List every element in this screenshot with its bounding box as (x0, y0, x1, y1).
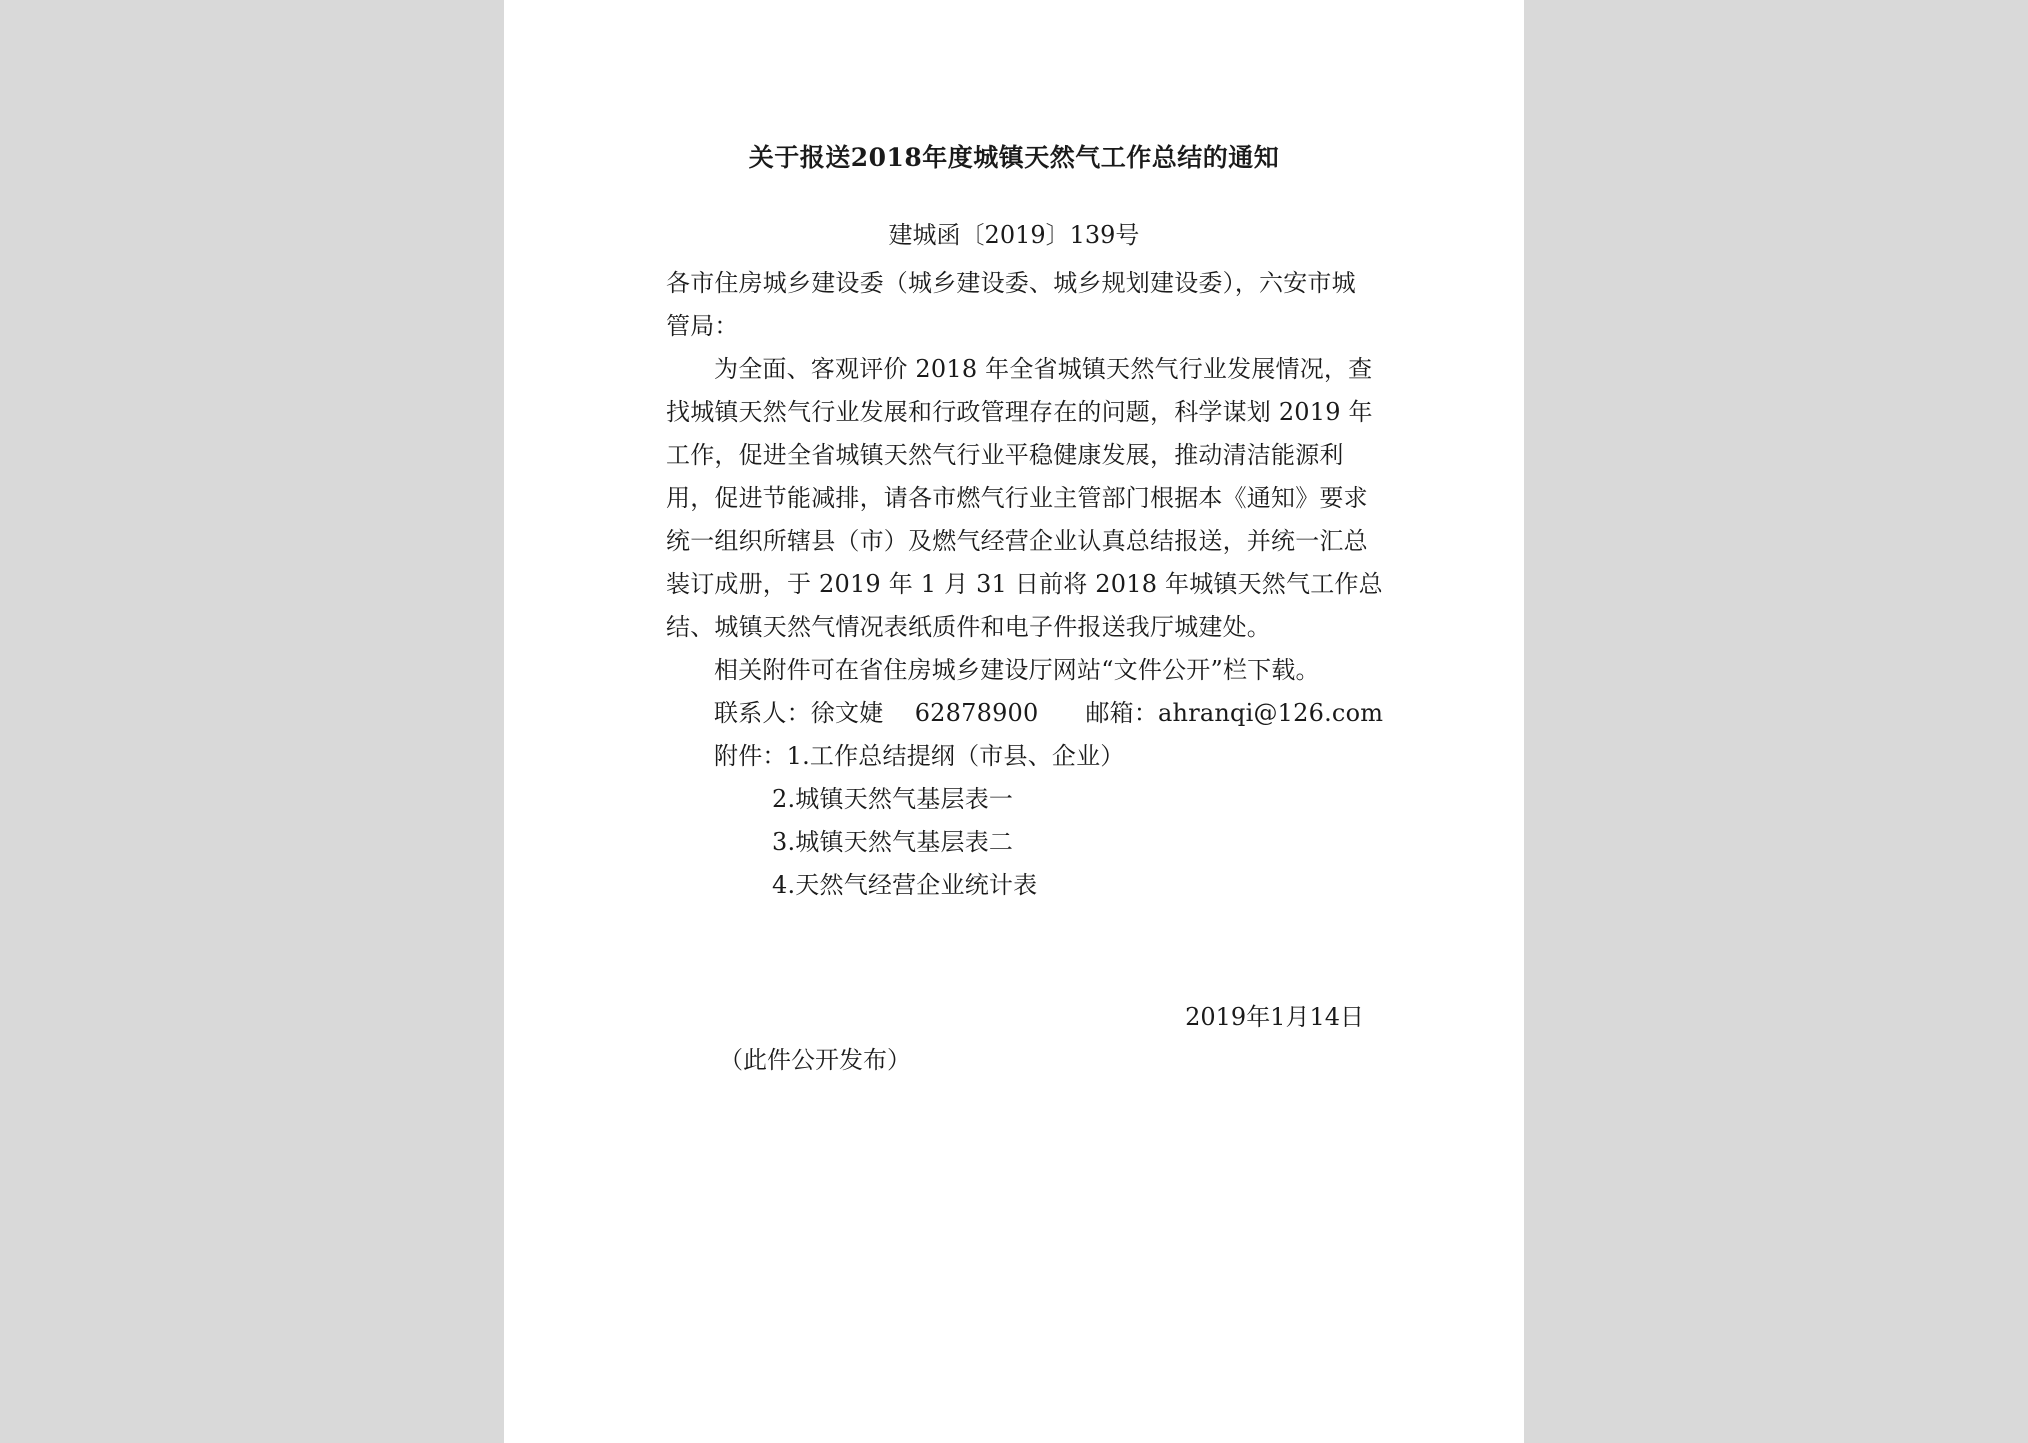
document-title: 关于报送2018年度城镇天然气工作总结的通知 (748, 143, 1280, 172)
publication-note: （此件公开发布） (719, 1046, 911, 1074)
salutation-line-2: 管局： (666, 312, 739, 340)
attachment-item: 2.城镇天然气基层表一 (772, 785, 1014, 813)
contact-info: 联系人：徐文婕 62878900 邮箱：ahranqi@126.com (714, 699, 1384, 727)
attachment-item: 3.城镇天然气基层表二 (772, 828, 1014, 856)
attachment-item: 4.天然气经营企业统计表 (772, 871, 1038, 899)
salutation-line-1: 各市住房城乡建设委（城乡建设委、城乡规划建设委），六安市城 (666, 269, 1356, 297)
document-date: 2019年1月14日 (1185, 1003, 1364, 1031)
attachments-label: 附件：1.工作总结提纲（市县、企业） (714, 742, 1125, 770)
body-line: 统一组织所辖县（市）及燃气经营企业认真总结报送，并统一汇总 (666, 527, 1368, 555)
document-number: 建城函〔2019〕139号 (888, 221, 1140, 249)
body-line: 为全面、客观评价 2018 年全省城镇天然气行业发展情况，查 (714, 355, 1373, 383)
download-note: 相关附件可在省住房城乡建设厅网站“文件公开”栏下载。 (714, 656, 1320, 684)
body-line: 用，促进节能减排，请各市燃气行业主管部门根据本《通知》要求 (666, 484, 1368, 512)
body-line: 装订成册，于 2019 年 1 月 31 日前将 2018 年城镇天然气工作总 (666, 570, 1383, 598)
body-line: 结、城镇天然气情况表纸质件和电子件报送我厅城建处。 (666, 613, 1271, 641)
body-line: 找城镇天然气行业发展和行政管理存在的问题，科学谋划 2019 年 (666, 398, 1373, 426)
document-page (504, 0, 1524, 1443)
body-line: 工作，促进全省城镇天然气行业平稳健康发展，推动清洁能源利 (666, 441, 1344, 469)
